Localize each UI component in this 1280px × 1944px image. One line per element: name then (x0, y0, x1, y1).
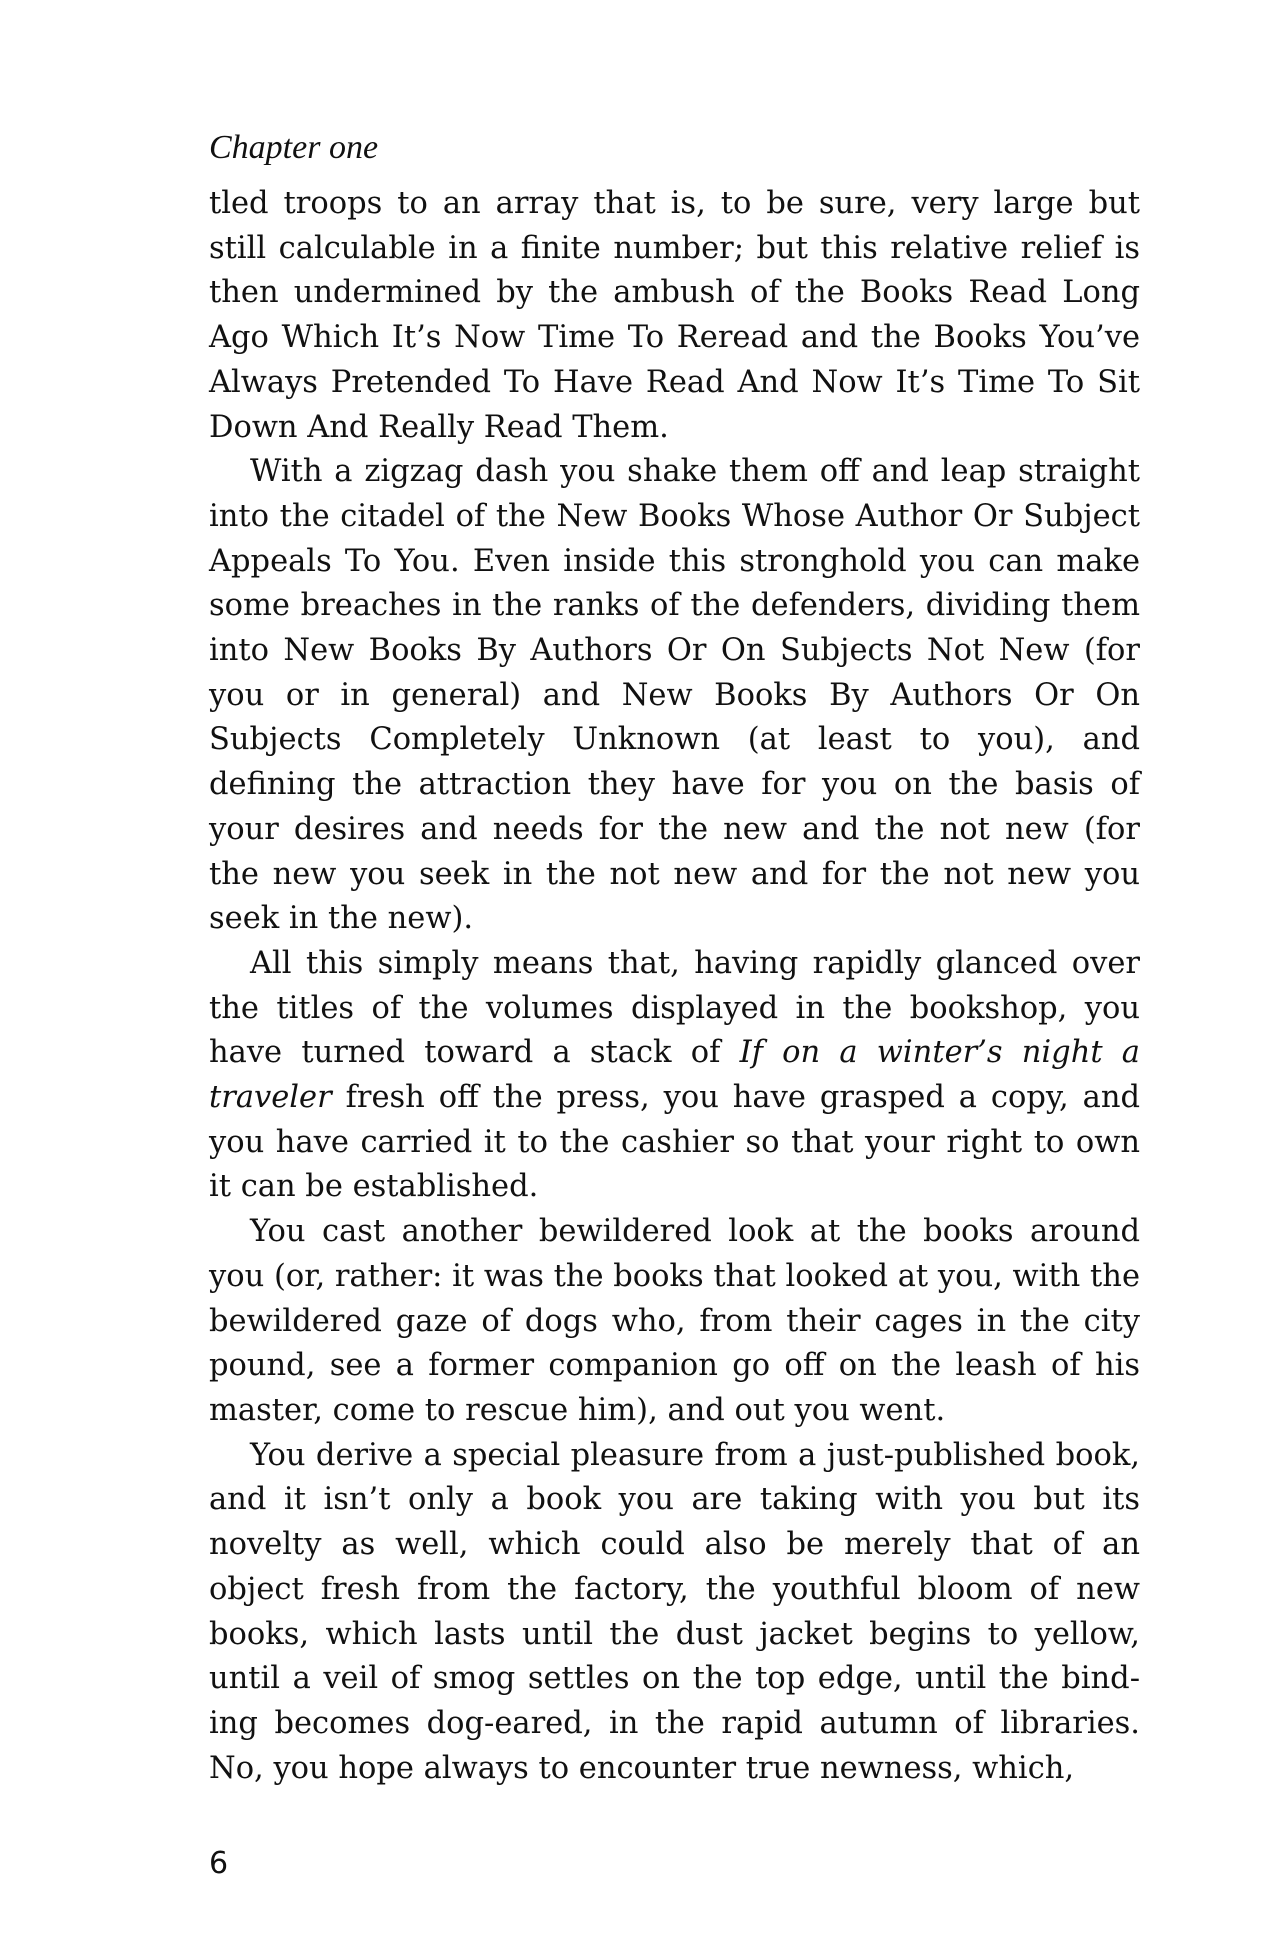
paragraph-3-text-after: fresh off the press, you have grasped a copy, and you have carried it to the cashier so that your right to own it can be established. (209, 1080, 1140, 1205)
paragraph-2: With a zigzag dash you shake them off and leap straight into the citadel of the New Books Whose Author Or Subject Appeals To You. Even inside this stronghold you can make some breaches in the ranks of the defenders, dividing them into New Books By Authors Or On Subjects Not New (for you or in general) and New Books By Authors Or On Subjects Completely Unknown (at least to you), and defining the attraction they have for you on the basis of your desires and needs for the new and the not new (for the new you seek in the not new and for the not new you seek in the new). (209, 454, 1140, 937)
paragraph-4: You cast another bewildered look at the books around you (or, rather: it was the books that looked at you, with the bewildered gaze of dogs who, from their cages in the city pound, see a former companion go off on the leash of his master, come to rescue him), and out you went. (209, 1214, 1140, 1428)
paragraph-5: You derive a special pleasure from a just-published book, and it isn’t only a book you are taking with you but its novelty as well, which could also be merely that of an object fresh from the factory, the youthful bloom of new books, which lasts until the dust jacket begins to yellow, until a veil of smog settles on the top edge, until the binding becomes dog-eared, in the rapid autumn of libraries. No, you hope always to encounter true newness, which, (209, 1437, 1140, 1786)
paragraph-3 (209, 942, 1140, 1210)
book-title-italic: If on a winter’s night a traveler (209, 1035, 1140, 1116)
running-head: Chapter one (209, 129, 379, 166)
paragraph-3-text-before: All this simply means that, having rapidly glanced over the titles of the volumes displayed in the bookshop, you have turned toward a stack of (209, 945, 1140, 1071)
page-number: 6 (209, 1846, 229, 1881)
paragraph-1: tled troops to an array that is, to be sure, very large but still calculable in a finite number; but this relative relief is then undermined by the ambush of the Books Read Long Ago Which It’s Now Time To Reread and the Books You’ve Always Pretended To Have Read And Now It’s Time To Sit Down And Really Read Them. (209, 186, 1140, 445)
body-text (209, 182, 1140, 1791)
